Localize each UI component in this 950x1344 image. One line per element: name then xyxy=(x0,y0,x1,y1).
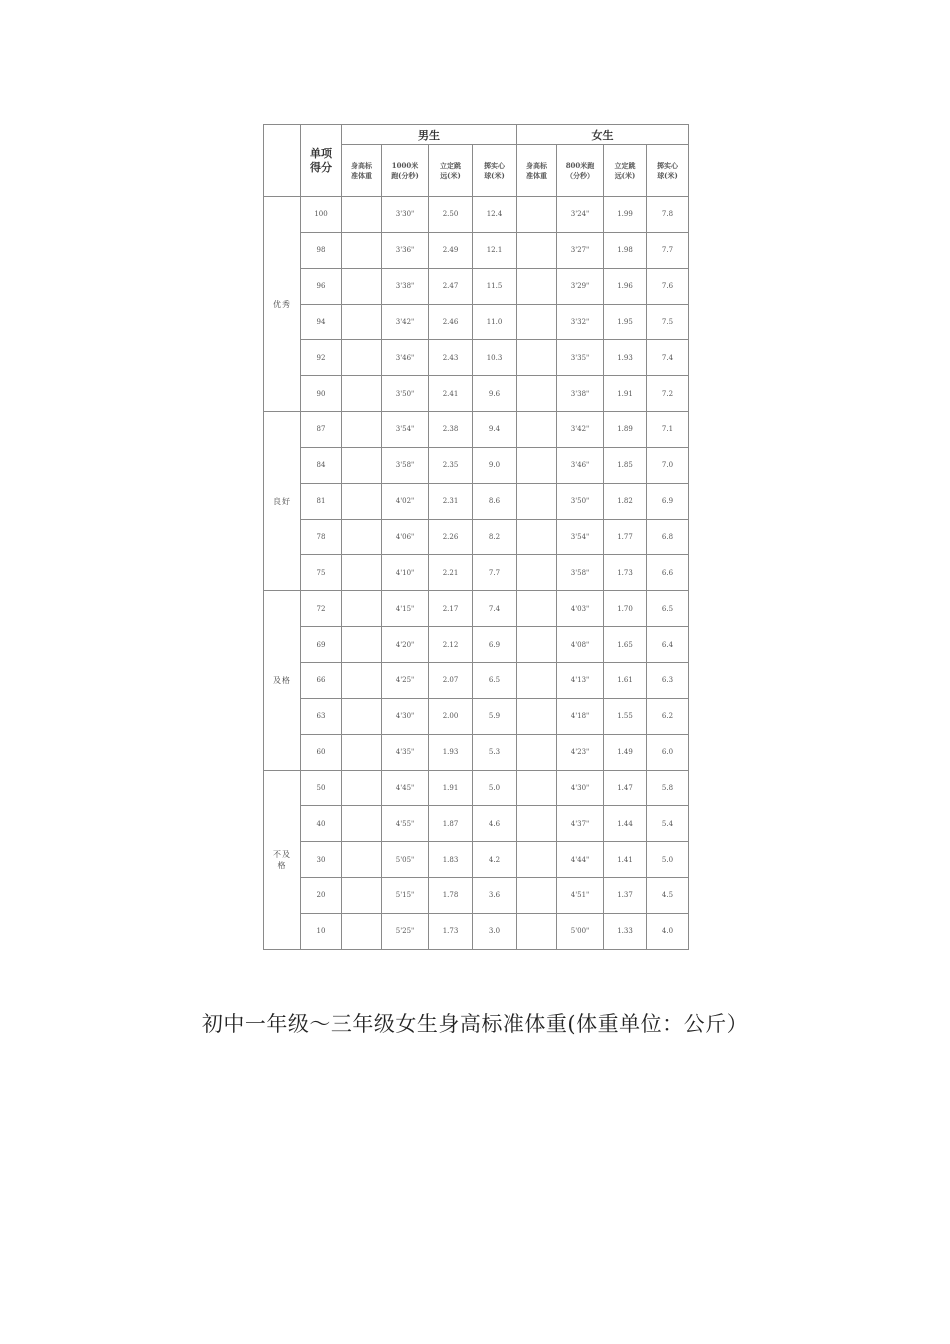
female-value-cell xyxy=(517,878,557,914)
male-col-run: 1000米 跑(分秒) xyxy=(382,145,429,197)
grade-label: 不及 格 xyxy=(264,770,301,950)
male-value-cell: 3'46" xyxy=(382,340,429,376)
table-body xyxy=(264,197,689,950)
female-value-cell: 4'51" xyxy=(557,878,604,914)
score-cell: 84 xyxy=(301,447,342,483)
female-value-cell xyxy=(517,591,557,627)
table-row xyxy=(264,662,689,698)
female-value-cell xyxy=(517,842,557,878)
female-value-cell: 1.65 xyxy=(604,627,647,663)
female-value-cell xyxy=(517,770,557,806)
male-value-cell xyxy=(342,268,382,304)
female-value-cell: 6.2 xyxy=(647,698,689,734)
score-cell: 66 xyxy=(301,662,342,698)
female-value-cell: 3'29" xyxy=(557,268,604,304)
male-value-cell xyxy=(342,412,382,448)
male-value-cell: 1.73 xyxy=(429,913,473,949)
male-value-cell: 3'58" xyxy=(382,447,429,483)
female-value-cell xyxy=(517,734,557,770)
female-value-cell: 5.4 xyxy=(647,806,689,842)
male-value-cell: 3'36" xyxy=(382,232,429,268)
table-row xyxy=(264,232,689,268)
table-row xyxy=(264,555,689,591)
male-value-cell: 3'30" xyxy=(382,197,429,233)
male-value-cell: 12.4 xyxy=(473,197,517,233)
male-value-cell: 7.7 xyxy=(473,555,517,591)
female-value-cell: 3'46" xyxy=(557,447,604,483)
female-value-cell xyxy=(517,412,557,448)
male-header: 男生 xyxy=(342,125,517,145)
score-cell: 96 xyxy=(301,268,342,304)
male-value-cell: 1.78 xyxy=(429,878,473,914)
male-value-cell: 1.87 xyxy=(429,806,473,842)
female-value-cell: 4'30" xyxy=(557,770,604,806)
female-value-cell xyxy=(517,662,557,698)
male-value-cell: 10.3 xyxy=(473,340,517,376)
male-value-cell: 6.9 xyxy=(473,627,517,663)
table-row xyxy=(264,770,689,806)
male-value-cell xyxy=(342,555,382,591)
female-value-cell: 1.37 xyxy=(604,878,647,914)
male-value-cell xyxy=(342,627,382,663)
female-value-cell: 4'44" xyxy=(557,842,604,878)
male-value-cell: 4'30" xyxy=(382,698,429,734)
table-row xyxy=(264,806,689,842)
score-cell: 75 xyxy=(301,555,342,591)
female-value-cell: 1.85 xyxy=(604,447,647,483)
male-value-cell xyxy=(342,519,382,555)
female-col-weight: 身高标 准体重 xyxy=(517,145,557,197)
female-value-cell: 1.47 xyxy=(604,770,647,806)
grade-label: 良好 xyxy=(264,412,301,591)
female-value-cell: 1.70 xyxy=(604,591,647,627)
table-row xyxy=(264,698,689,734)
female-value-cell xyxy=(517,698,557,734)
female-value-cell xyxy=(517,447,557,483)
female-value-cell: 1.41 xyxy=(604,842,647,878)
female-value-cell: 4.5 xyxy=(647,878,689,914)
table-row xyxy=(264,627,689,663)
male-value-cell: 8.2 xyxy=(473,519,517,555)
grade-label: 优秀 xyxy=(264,197,301,412)
female-value-cell: 1.93 xyxy=(604,340,647,376)
female-value-cell: 6.5 xyxy=(647,591,689,627)
male-value-cell: 2.50 xyxy=(429,197,473,233)
male-value-cell: 2.12 xyxy=(429,627,473,663)
female-col-jump: 立定跳 远(米) xyxy=(604,145,647,197)
female-value-cell: 1.96 xyxy=(604,268,647,304)
male-value-cell: 2.35 xyxy=(429,447,473,483)
female-value-cell: 4'03" xyxy=(557,591,604,627)
male-value-cell: 2.41 xyxy=(429,376,473,412)
female-value-cell: 1.99 xyxy=(604,197,647,233)
male-value-cell: 11.5 xyxy=(473,268,517,304)
female-value-cell: 7.6 xyxy=(647,268,689,304)
table-row xyxy=(264,913,689,949)
caption: 初中一年级～三年级女生身高标准体重(体重单位：公斤） xyxy=(201,1012,749,1036)
male-value-cell: 3'38" xyxy=(382,268,429,304)
female-value-cell: 3'58" xyxy=(557,555,604,591)
female-header: 女生 xyxy=(517,125,689,145)
male-value-cell: 6.5 xyxy=(473,662,517,698)
female-value-cell: 3'50" xyxy=(557,483,604,519)
male-value-cell: 4'20" xyxy=(382,627,429,663)
male-value-cell xyxy=(342,878,382,914)
table-row xyxy=(264,591,689,627)
male-value-cell xyxy=(342,842,382,878)
female-value-cell: 1.77 xyxy=(604,519,647,555)
male-value-cell: 2.47 xyxy=(429,268,473,304)
male-value-cell: 8.6 xyxy=(473,483,517,519)
male-value-cell: 2.31 xyxy=(429,483,473,519)
score-cell: 69 xyxy=(301,627,342,663)
score-cell: 87 xyxy=(301,412,342,448)
female-value-cell: 6.6 xyxy=(647,555,689,591)
female-value-cell: 3'54" xyxy=(557,519,604,555)
male-value-cell xyxy=(342,698,382,734)
female-value-cell: 1.82 xyxy=(604,483,647,519)
male-value-cell: 4'15" xyxy=(382,591,429,627)
male-value-cell: 4.6 xyxy=(473,806,517,842)
score-cell: 60 xyxy=(301,734,342,770)
female-value-cell: 3'35" xyxy=(557,340,604,376)
male-value-cell xyxy=(342,913,382,949)
table-row xyxy=(264,268,689,304)
female-value-cell: 6.9 xyxy=(647,483,689,519)
male-value-cell: 4'35" xyxy=(382,734,429,770)
male-value-cell: 2.43 xyxy=(429,340,473,376)
score-cell: 92 xyxy=(301,340,342,376)
female-value-cell: 1.73 xyxy=(604,555,647,591)
male-value-cell: 5'05" xyxy=(382,842,429,878)
female-value-cell: 1.95 xyxy=(604,304,647,340)
male-value-cell: 3'42" xyxy=(382,304,429,340)
score-cell: 81 xyxy=(301,483,342,519)
female-value-cell: 6.0 xyxy=(647,734,689,770)
male-value-cell: 2.21 xyxy=(429,555,473,591)
male-value-cell: 4.2 xyxy=(473,842,517,878)
female-value-cell: 7.7 xyxy=(647,232,689,268)
female-value-cell: 4.0 xyxy=(647,913,689,949)
table-row xyxy=(264,519,689,555)
female-value-cell xyxy=(517,304,557,340)
female-value-cell: 1.33 xyxy=(604,913,647,949)
male-value-cell: 4'06" xyxy=(382,519,429,555)
female-value-cell: 3'42" xyxy=(557,412,604,448)
male-value-cell: 11.0 xyxy=(473,304,517,340)
female-value-cell: 4'37" xyxy=(557,806,604,842)
score-cell: 30 xyxy=(301,842,342,878)
male-value-cell: 5'15" xyxy=(382,878,429,914)
male-value-cell: 5.3 xyxy=(473,734,517,770)
female-value-cell xyxy=(517,232,557,268)
male-value-cell: 4'10" xyxy=(382,555,429,591)
score-cell: 98 xyxy=(301,232,342,268)
male-value-cell: 3.0 xyxy=(473,913,517,949)
table-row xyxy=(264,447,689,483)
table-row xyxy=(264,376,689,412)
male-value-cell: 2.26 xyxy=(429,519,473,555)
male-value-cell: 4'45" xyxy=(382,770,429,806)
female-value-cell xyxy=(517,913,557,949)
grade-label: 及格 xyxy=(264,591,301,770)
female-value-cell: 7.2 xyxy=(647,376,689,412)
grade-header-cell xyxy=(264,125,301,197)
female-value-cell: 1.44 xyxy=(604,806,647,842)
male-value-cell: 4'02" xyxy=(382,483,429,519)
score-cell: 94 xyxy=(301,304,342,340)
score-standard-table xyxy=(263,124,689,950)
female-value-cell: 1.89 xyxy=(604,412,647,448)
female-value-cell xyxy=(517,519,557,555)
male-value-cell xyxy=(342,483,382,519)
score-cell: 20 xyxy=(301,878,342,914)
score-cell: 63 xyxy=(301,698,342,734)
female-value-cell: 4'18" xyxy=(557,698,604,734)
male-value-cell: 9.4 xyxy=(473,412,517,448)
male-value-cell: 2.00 xyxy=(429,698,473,734)
table-row xyxy=(264,304,689,340)
female-value-cell: 7.4 xyxy=(647,340,689,376)
female-value-cell xyxy=(517,806,557,842)
male-value-cell xyxy=(342,447,382,483)
male-value-cell: 4'25" xyxy=(382,662,429,698)
female-value-cell xyxy=(517,340,557,376)
male-value-cell xyxy=(342,734,382,770)
female-value-cell xyxy=(517,483,557,519)
male-value-cell: 2.49 xyxy=(429,232,473,268)
male-value-cell: 5'25" xyxy=(382,913,429,949)
male-col-throw: 掷实心 球(米) xyxy=(473,145,517,197)
score-cell: 10 xyxy=(301,913,342,949)
score-cell: 90 xyxy=(301,376,342,412)
male-value-cell xyxy=(342,232,382,268)
female-value-cell: 7.5 xyxy=(647,304,689,340)
table-row xyxy=(264,197,689,233)
female-value-cell: 3'38" xyxy=(557,376,604,412)
male-value-cell: 2.07 xyxy=(429,662,473,698)
female-value-cell xyxy=(517,555,557,591)
male-value-cell xyxy=(342,662,382,698)
male-value-cell: 4'55" xyxy=(382,806,429,842)
male-value-cell: 7.4 xyxy=(473,591,517,627)
female-value-cell: 3'32" xyxy=(557,304,604,340)
male-value-cell: 5.0 xyxy=(473,770,517,806)
female-value-cell: 4'23" xyxy=(557,734,604,770)
table-row xyxy=(264,340,689,376)
female-col-throw: 掷实心 球(米) xyxy=(647,145,689,197)
female-value-cell: 1.55 xyxy=(604,698,647,734)
table-row xyxy=(264,734,689,770)
female-value-cell: 4'13" xyxy=(557,662,604,698)
male-value-cell: 2.46 xyxy=(429,304,473,340)
score-cell: 40 xyxy=(301,806,342,842)
female-value-cell: 7.1 xyxy=(647,412,689,448)
male-value-cell: 3'54" xyxy=(382,412,429,448)
female-value-cell: 6.3 xyxy=(647,662,689,698)
male-value-cell: 3'50" xyxy=(382,376,429,412)
female-value-cell: 6.4 xyxy=(647,627,689,663)
male-value-cell: 2.17 xyxy=(429,591,473,627)
score-cell: 100 xyxy=(301,197,342,233)
female-value-cell: 1.61 xyxy=(604,662,647,698)
score-cell: 78 xyxy=(301,519,342,555)
male-value-cell xyxy=(342,806,382,842)
male-value-cell: 12.1 xyxy=(473,232,517,268)
score-cell: 50 xyxy=(301,770,342,806)
female-value-cell: 5'00" xyxy=(557,913,604,949)
score-header: 单项 得分 xyxy=(301,125,342,197)
male-value-cell xyxy=(342,197,382,233)
male-value-cell: 5.9 xyxy=(473,698,517,734)
female-value-cell: 7.0 xyxy=(647,447,689,483)
male-col-weight: 身高标 准体重 xyxy=(342,145,382,197)
female-value-cell xyxy=(517,627,557,663)
female-value-cell: 3'27" xyxy=(557,232,604,268)
female-value-cell: 1.91 xyxy=(604,376,647,412)
female-value-cell: 6.8 xyxy=(647,519,689,555)
table-row xyxy=(264,878,689,914)
male-value-cell xyxy=(342,376,382,412)
female-value-cell: 5.8 xyxy=(647,770,689,806)
female-value-cell: 3'24" xyxy=(557,197,604,233)
male-value-cell: 9.6 xyxy=(473,376,517,412)
male-value-cell: 1.93 xyxy=(429,734,473,770)
male-value-cell: 1.83 xyxy=(429,842,473,878)
female-value-cell: 5.0 xyxy=(647,842,689,878)
male-value-cell xyxy=(342,340,382,376)
female-value-cell: 1.98 xyxy=(604,232,647,268)
male-value-cell xyxy=(342,304,382,340)
female-col-run: 800米跑 （分秒） xyxy=(557,145,604,197)
female-value-cell: 4'08" xyxy=(557,627,604,663)
male-value-cell: 3.6 xyxy=(473,878,517,914)
table-row xyxy=(264,412,689,448)
female-value-cell xyxy=(517,376,557,412)
female-value-cell xyxy=(517,268,557,304)
female-value-cell: 1.49 xyxy=(604,734,647,770)
male-value-cell: 2.38 xyxy=(429,412,473,448)
table-row xyxy=(264,842,689,878)
table-row xyxy=(264,483,689,519)
male-value-cell xyxy=(342,591,382,627)
male-value-cell: 9.0 xyxy=(473,447,517,483)
score-cell: 72 xyxy=(301,591,342,627)
male-value-cell xyxy=(342,770,382,806)
female-value-cell: 7.8 xyxy=(647,197,689,233)
male-col-jump: 立定跳 远(米) xyxy=(429,145,473,197)
female-value-cell xyxy=(517,197,557,233)
male-value-cell: 1.91 xyxy=(429,770,473,806)
